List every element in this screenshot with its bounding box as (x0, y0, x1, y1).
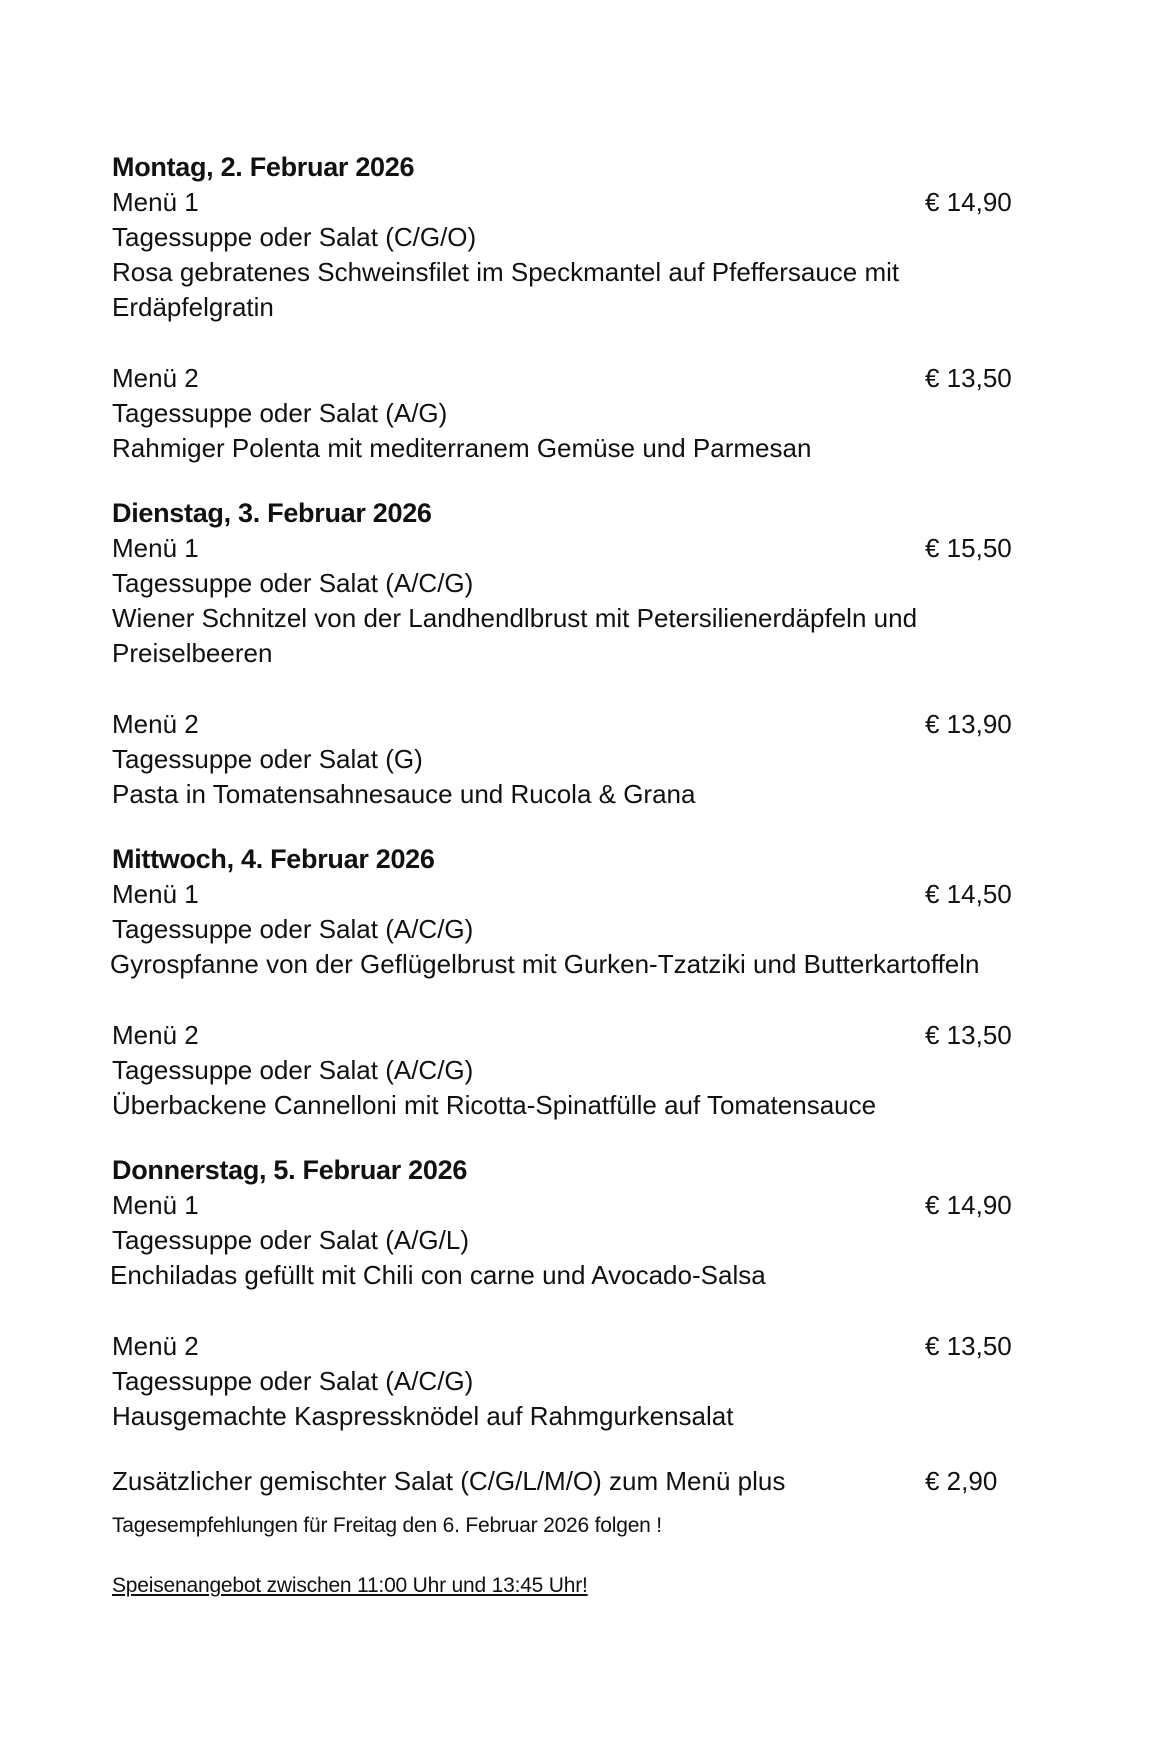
menu-price: € 14,90 (925, 187, 1012, 217)
day-section-thursday (112, 1153, 1052, 1434)
menu-price: € 14,90 (925, 1190, 1012, 1220)
menu-starter: Tagessuppe oder Salat (A/C/G) (112, 1366, 474, 1396)
menu-starter: Tagessuppe oder Salat (A/G) (112, 398, 448, 428)
menu-price: € 13,50 (925, 363, 1012, 393)
menu-label: Menü 2 (112, 709, 199, 739)
friday-notice: Tagesempfehlungen für Freitag den 6. Februar 2026 folgen ! (112, 1514, 662, 1537)
menu-item (112, 877, 1052, 982)
menu-item (112, 707, 1052, 812)
serving-hours: Speisenangebot zwischen 11:00 Uhr und 13:45 Uhr! (112, 1574, 588, 1597)
menu-main-dish-continued: Erdäpfelgratin (112, 292, 274, 322)
menu-main-dish: Gyrospfanne von der Geflügelbrust mit Gurken-Tzatziki und Butterkartoffeln (110, 949, 980, 979)
menu-header (112, 531, 1012, 566)
menu-label: Menü 2 (112, 1020, 199, 1050)
menu-item (112, 361, 1052, 466)
day-title: Donnerstag, 5. Februar 2026 (112, 1155, 468, 1185)
menu-main-dish: Überbackene Cannelloni mit Ricotta-Spinatfülle auf Tomatensauce (112, 1090, 877, 1120)
menu-starter: Tagessuppe oder Salat (C/G/O) (112, 222, 477, 252)
menu-label: Menü 1 (112, 187, 199, 217)
menu-price: € 13,50 (925, 1331, 1012, 1361)
extra-salad-label: Zusätzlicher gemischter Salat (C/G/L/M/O) zum Menü plus (112, 1466, 786, 1496)
menu-item (112, 531, 1052, 671)
menu-header (112, 185, 1012, 220)
day-title: Mittwoch, 4. Februar 2026 (112, 844, 435, 874)
day-section-wednesday (112, 842, 1052, 1123)
menu-main-dish: Hausgemachte Kaspressknödel auf Rahmgurkensalat (112, 1401, 734, 1431)
menu-item (112, 1018, 1052, 1123)
menu-price: € 13,50 (925, 1020, 1012, 1050)
menu-label: Menü 2 (112, 363, 199, 393)
menu-starter: Tagessuppe oder Salat (G) (112, 744, 423, 774)
menu-label: Menü 1 (112, 1190, 199, 1220)
menu-item (112, 1188, 1052, 1293)
day-section-monday (112, 150, 1052, 466)
menu-item (112, 1329, 1052, 1434)
menu-starter: Tagessuppe oder Salat (A/G/L) (112, 1225, 469, 1255)
menu-header (112, 707, 1012, 742)
menu-price: € 15,50 (925, 533, 1012, 563)
menu-item (112, 185, 1052, 325)
menu-header (112, 361, 1012, 396)
extra-salad-row (112, 1464, 1052, 1499)
menu-price: € 13,90 (925, 709, 1012, 739)
menu-header (112, 1018, 1012, 1053)
menu-main-dish: Rahmiger Polenta mit mediterranem Gemüse und Parmesan (112, 433, 812, 463)
menu-starter: Tagessuppe oder Salat (A/C/G) (112, 914, 474, 944)
menu-starter: Tagessuppe oder Salat (A/C/G) (112, 1055, 474, 1085)
menu-price: € 14,50 (925, 879, 1012, 909)
day-title: Dienstag, 3. Februar 2026 (112, 498, 432, 528)
menu-page (112, 150, 1052, 1601)
menu-label: Menü 1 (112, 533, 199, 563)
menu-main-dish-continued: Preiselbeeren (112, 638, 273, 668)
menu-label: Menü 1 (112, 879, 199, 909)
menu-main-dish: Enchiladas gefüllt mit Chili con carne und Avocado-Salsa (110, 1260, 766, 1290)
menu-header (112, 1188, 1012, 1223)
menu-header (112, 1329, 1012, 1364)
menu-main-dish: Pasta in Tomatensahnesauce und Rucola & Grana (112, 779, 696, 809)
menu-header (112, 877, 1012, 912)
menu-label: Menü 2 (112, 1331, 199, 1361)
day-title: Montag, 2. Februar 2026 (112, 152, 415, 182)
extra-salad-price: € 2,90 (925, 1466, 998, 1496)
day-section-tuesday (112, 496, 1052, 812)
menu-starter: Tagessuppe oder Salat (A/C/G) (112, 568, 474, 598)
menu-main-dish: Wiener Schnitzel von der Landhendlbrust mit Petersilienerdäpfeln und (112, 603, 918, 633)
menu-main-dish: Rosa gebratenes Schweinsfilet im Speckmantel auf Pfeffersauce mit (112, 257, 900, 287)
